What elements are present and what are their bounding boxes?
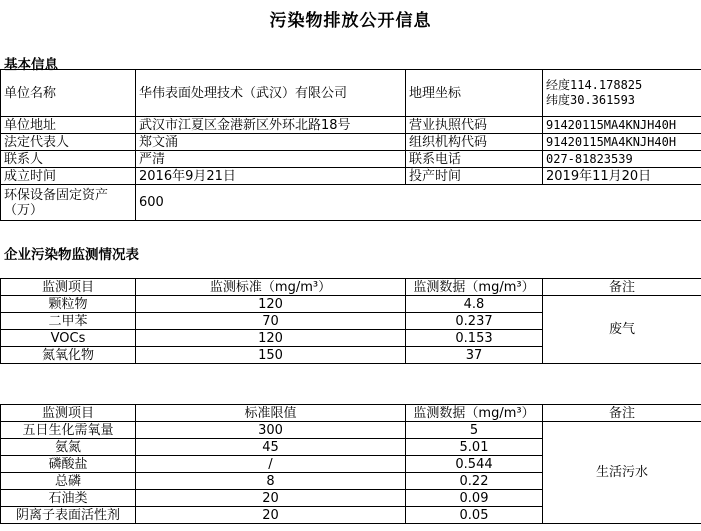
geo-coordinates-value [543,70,701,117]
founded-value: 2016年9月21日 [136,168,406,185]
water-item: 石油类 [1,490,136,507]
water-standard: 45 [136,439,406,456]
water-standard: 8 [136,473,406,490]
air-standard: 150 [136,347,406,364]
water-data: 0.544 [406,456,543,473]
water-data: 5 [406,422,543,439]
org-code-label: 组织机构代码 [406,134,543,151]
water-data: 5.01 [406,439,543,456]
latitude-value: 纬度30.361593 [546,93,636,107]
contact-label: 联系人 [1,151,136,168]
legal-rep-label: 法定代表人 [1,134,136,151]
basic-info-table [0,69,701,221]
air-header-standard: 监测标准（mg/m³） [136,279,406,296]
page-title: 污染物排放公开信息 [269,11,432,31]
longitude-value: 经度114.178825 [546,78,643,92]
production-label: 投产时间 [406,168,543,185]
assets-value: 600 [136,185,701,221]
basic-info-heading: 基本信息 [4,57,58,73]
org-code-value: 91420115MA4KNJH40H [543,134,701,151]
geo-coordinates-label: 地理坐标 [406,70,543,117]
unit-name-label: 单位名称 [1,70,136,117]
water-data: 0.22 [406,473,543,490]
air-data: 4.8 [406,296,543,313]
water-item: 五日生化需氧量 [1,422,136,439]
production-value: 2019年11月20日 [543,168,701,185]
air-header-data: 监测数据（mg/m³） [406,279,543,296]
license-code-label: 营业执照代码 [406,117,543,134]
assets-label: 环保设备固定资产（万） [1,185,136,221]
address-value: 武汉市江夏区金港新区外环北路18号 [136,117,406,134]
monitoring-heading: 企业污染物监测情况表 [4,247,139,263]
legal-rep-value: 郑文涌 [136,134,406,151]
water-remark: 生活污水 [543,422,701,524]
phone-value: 027-81823539 [543,151,701,168]
contact-value: 严清 [136,151,406,168]
phone-label: 联系电话 [406,151,543,168]
water-header-remark: 备注 [543,405,701,422]
water-item: 阴离子表面活性剂 [1,507,136,524]
air-standard: 120 [136,296,406,313]
air-item: 氮氧化物 [1,347,136,364]
water-item: 总磷 [1,473,136,490]
air-data: 0.237 [406,313,543,330]
water-standard: 300 [136,422,406,439]
air-item: 颗粒物 [1,296,136,313]
water-item: 氨氮 [1,439,136,456]
unit-name-value: 华伟表面处理技术（武汉）有限公司 [136,70,406,117]
air-remark: 废气 [543,296,701,364]
table-row [1,296,701,313]
air-header-remark: 备注 [543,279,701,296]
water-header-item: 监测项目 [1,405,136,422]
water-data: 0.09 [406,490,543,507]
air-data: 0.153 [406,330,543,347]
table-row [1,422,701,439]
water-standard: / [136,456,406,473]
address-label: 单位地址 [1,117,136,134]
water-header-data: 监测数据（mg/m³） [406,405,543,422]
air-item: 二甲苯 [1,313,136,330]
water-header-standard: 标准限值 [136,405,406,422]
air-monitoring-table [0,278,701,364]
air-data: 37 [406,347,543,364]
water-standard: 20 [136,507,406,524]
water-data: 0.05 [406,507,543,524]
air-standard: 70 [136,313,406,330]
air-standard: 120 [136,330,406,347]
water-item: 磷酸盐 [1,456,136,473]
water-standard: 20 [136,490,406,507]
license-code-value: 91420115MA4KNJH40H [543,117,701,134]
water-monitoring-table [0,404,701,524]
air-header-item: 监测项目 [1,279,136,296]
founded-label: 成立时间 [1,168,136,185]
air-item: VOCs [1,330,136,347]
